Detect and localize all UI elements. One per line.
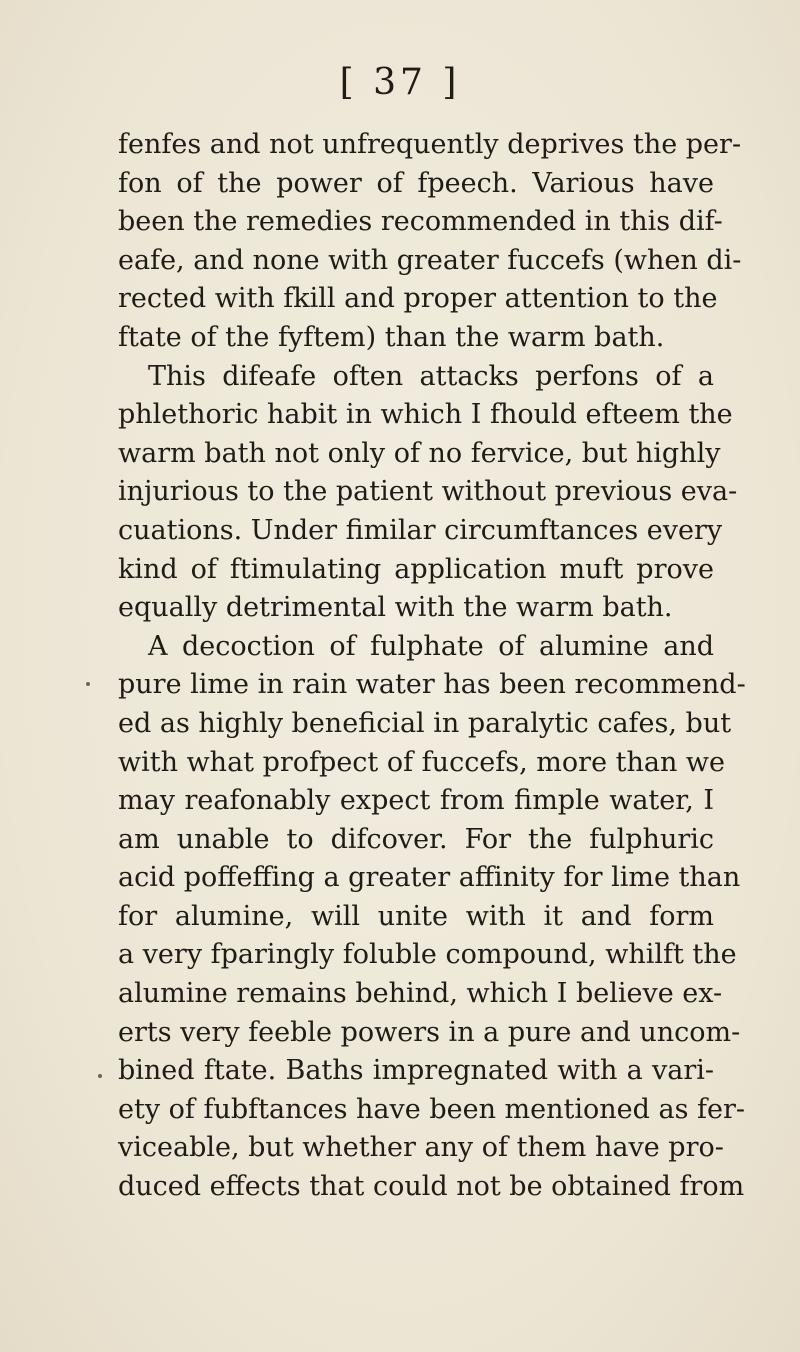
text-line: injurious to the patient without previous eva- bbox=[118, 476, 738, 508]
text-line: duced effects that could not be obtained from bbox=[118, 1171, 745, 1203]
text-line: phlethoric habit in which I fhould efteem the bbox=[118, 399, 733, 431]
text-line: acid poffeffing a greater affinity for lime than bbox=[118, 862, 741, 894]
margin-speck bbox=[86, 682, 90, 686]
page-number: [ 37 ] bbox=[339, 62, 461, 103]
text-line: with what profpect of fuccefs, more than we bbox=[118, 746, 726, 778]
text-line: cuations. Under fimilar circumftances every bbox=[118, 514, 723, 546]
text-line: been the remedies recommended in this dif- bbox=[118, 206, 723, 238]
text-line: fenfes and not unfrequently deprives the per- bbox=[118, 129, 742, 160]
text-line: warm bath not only of no fervice, but highly bbox=[118, 437, 721, 469]
text-line: kind of ftimulating application muft prove bbox=[118, 553, 714, 585]
body-text bbox=[118, 126, 746, 1207]
text-line: may reafonably expect from fimple water, I bbox=[118, 785, 714, 817]
text-line: A decoction of fulphate of alumine and bbox=[148, 630, 714, 662]
text-line: ed as highly beneficial in paralytic cafes, but bbox=[118, 707, 732, 739]
text-line: pure lime in rain water has been recommend- bbox=[118, 669, 746, 701]
margin-speck bbox=[98, 1074, 102, 1078]
text-line: fon of the power of fpeech. Various have bbox=[118, 167, 714, 199]
text-line: alumine remains behind, which I believe ex- bbox=[118, 978, 723, 1010]
text-line: for alumine, will unite with it and form bbox=[118, 900, 714, 932]
text-line: ftate of the fyftem) than the warm bath. bbox=[118, 321, 665, 353]
text-line: ety of fubftances have been mentioned as fer- bbox=[118, 1093, 746, 1125]
text-line: eafe, and none with greater fuccefs (when di- bbox=[118, 244, 742, 276]
text-line: bined ftate. Baths impregnated with a vari- bbox=[118, 1055, 714, 1087]
text-line: am unable to difcover. For the fulphuric bbox=[118, 823, 714, 855]
text-line: This difeafe often attacks perfons of a bbox=[148, 360, 714, 392]
text-line: rected with fkill and proper attention to the bbox=[118, 283, 718, 315]
text-line: equally detrimental with the warm bath. bbox=[118, 592, 673, 624]
text-line: erts very feeble powers in a pure and uncom- bbox=[118, 1016, 741, 1048]
text-line: a very fparingly foluble compound, whilft the bbox=[118, 939, 737, 971]
text-line: viceable, but whether any of them have pro- bbox=[118, 1132, 724, 1164]
